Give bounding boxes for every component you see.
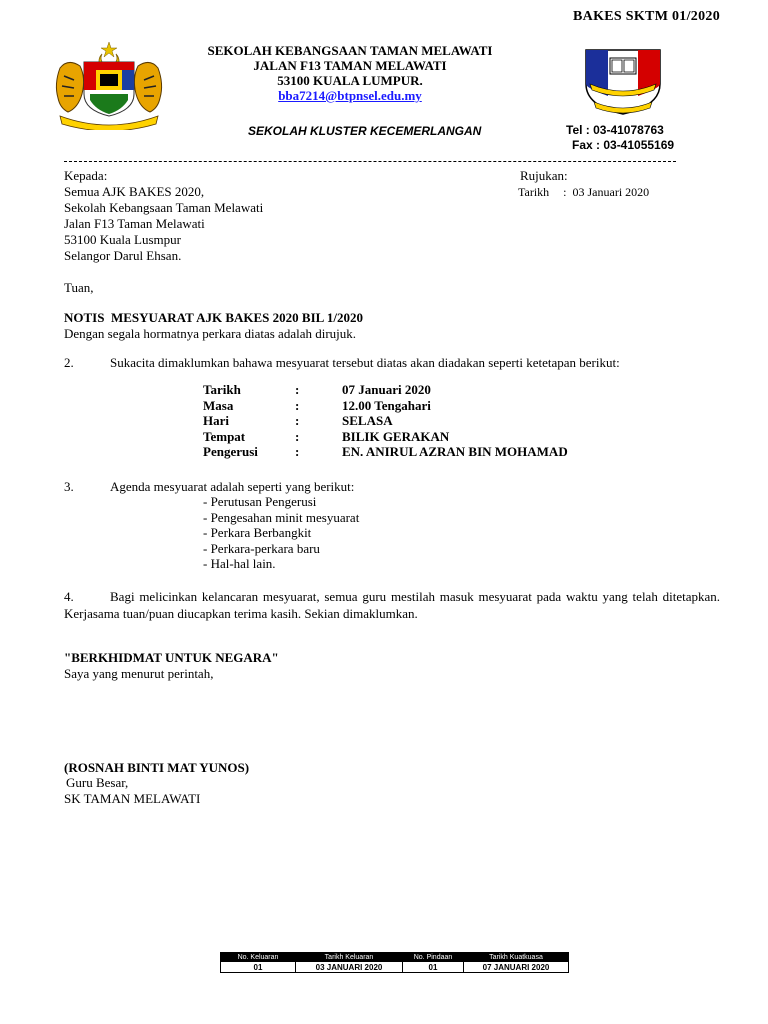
school-street: JALAN F13 TAMAN MELAWATI <box>253 58 447 73</box>
paragraph-number: 2. <box>64 355 74 370</box>
agenda-list <box>203 494 359 572</box>
recipient-address <box>64 184 263 264</box>
detail-label: Tempat <box>203 428 246 444</box>
detail-label: Masa <box>203 397 234 413</box>
salutation: Tuan, <box>64 280 94 295</box>
table-header: Tarikh Keluaran <box>296 953 403 962</box>
agenda-item: - Perkara-perkara baru <box>203 540 320 556</box>
table-cell: 03 JANUARI 2020 <box>296 962 403 973</box>
telephone-number: Tel : 03-41078763 <box>566 123 664 137</box>
detail-colon: : <box>295 413 300 428</box>
notice-title: NOTIS MESYUARAT AJK BAKES 2020 BIL 1/2020 <box>64 310 363 325</box>
detail-colon: : <box>295 428 300 444</box>
signer-name: (ROSNAH BINTI MAT YUNOS) <box>64 760 250 775</box>
document-control-table <box>220 952 569 973</box>
closing-phrase: Saya yang menurut perintah, <box>64 666 214 681</box>
detail-colon: : <box>295 382 300 397</box>
detail-label: Pengerusi <box>203 444 258 459</box>
detail-row <box>203 444 568 460</box>
paragraph-4-text: Bagi melicinkan kelancaran mesyuarat, semua guru mestilah masuk mesyuarat pada waktu yang telah ditetapkan. Kerjasama tuan/puan diucapkan terima kasih. Sekian dimaklumkan. <box>64 589 720 621</box>
recipient-label: Kepada: <box>64 168 108 183</box>
coat-of-arms-logo <box>50 40 168 130</box>
detail-value: SELASA <box>342 413 393 428</box>
meeting-details <box>203 382 568 460</box>
letter-date-colon: : <box>563 185 567 199</box>
detail-value: EN. ANIRUL AZRAN BIN MOHAMAD <box>342 444 568 459</box>
agenda-item: - Hal-hal lain. <box>203 556 276 571</box>
paragraph-number: 3. <box>64 479 74 494</box>
closing-motto: "BERKHIDMAT UNTUK NEGARA" <box>64 650 279 665</box>
detail-label: Tarikh <box>203 382 241 397</box>
detail-colon: : <box>295 444 300 459</box>
school-crest-logo <box>580 46 666 118</box>
table-header: No. Keluaran <box>221 953 296 962</box>
table-cell: 07 JANUARI 2020 <box>464 962 569 973</box>
letter-date-value: 03 Januari 2020 <box>572 185 650 199</box>
letter-date <box>518 185 649 200</box>
table-cell: 01 <box>221 962 296 973</box>
detail-value: 12.00 Tengahari <box>342 397 431 413</box>
reference-label: Rujukan: <box>520 168 568 183</box>
header-divider <box>64 161 676 162</box>
address-line: Selangor Darul Ehsan. <box>64 248 182 263</box>
address-line: Semua AJK BAKES 2020, <box>64 184 205 199</box>
cluster-label: SEKOLAH KLUSTER KECEMERLANGAN <box>248 124 482 138</box>
paragraph-number: 4. <box>64 589 74 604</box>
table-header-row <box>221 953 569 962</box>
letter-date-label: Tarikh <box>518 185 550 199</box>
fax-number: Fax : 03-41055169 <box>572 138 675 152</box>
school-name: SEKOLAH KEBANGSAAN TAMAN MELAWATI <box>207 43 493 58</box>
school-email-link[interactable]: bba7214@btpnsel.edu.my <box>278 88 422 103</box>
intro-paragraph: Dengan segala hormatnya perkara diatas adalah dirujuk. <box>64 326 357 341</box>
table-row <box>221 962 569 973</box>
signer-title: Guru Besar, <box>66 775 129 790</box>
table-cell: 01 <box>403 962 464 973</box>
signer-school: SK TAMAN MELAWATI <box>64 791 201 806</box>
paragraph-2-text: Sukacita dimaklumkan bahawa mesyuarat tersebut diatas akan diadakan seperti ketetapan berikut: <box>110 355 620 370</box>
school-city: 53100 KUALA LUMPUR. <box>277 73 423 88</box>
detail-row <box>203 382 568 398</box>
detail-row <box>203 398 568 414</box>
agenda-item: - Perkara Berbangkit <box>203 525 312 540</box>
table-header: Tarikh Kuatkuasa <box>464 953 569 962</box>
detail-colon: : <box>295 397 300 413</box>
address-line: 53100 Kuala Lusmpur <box>64 232 181 247</box>
address-line: Jalan F13 Taman Melawati <box>64 216 205 231</box>
paragraph-3-text: Agenda mesyuarat adalah seperti yang berikut: <box>110 479 355 494</box>
detail-row <box>203 429 568 445</box>
agenda-item: - Pengesahan minit mesyuarat <box>203 509 360 525</box>
detail-row <box>203 413 568 429</box>
document-reference-code: BAKES SKTM 01/2020 <box>573 9 720 24</box>
detail-value: BILIK GERAKAN <box>342 428 450 444</box>
detail-label: Hari <box>203 413 229 428</box>
agenda-item: - Perutusan Pengerusi <box>203 494 317 509</box>
detail-value: 07 Januari 2020 <box>342 382 431 397</box>
table-header: No. Pindaan <box>403 953 464 962</box>
school-address-block <box>200 43 500 103</box>
address-line: Sekolah Kebangsaan Taman Melawati <box>64 200 264 215</box>
paragraph-4 <box>64 588 720 622</box>
